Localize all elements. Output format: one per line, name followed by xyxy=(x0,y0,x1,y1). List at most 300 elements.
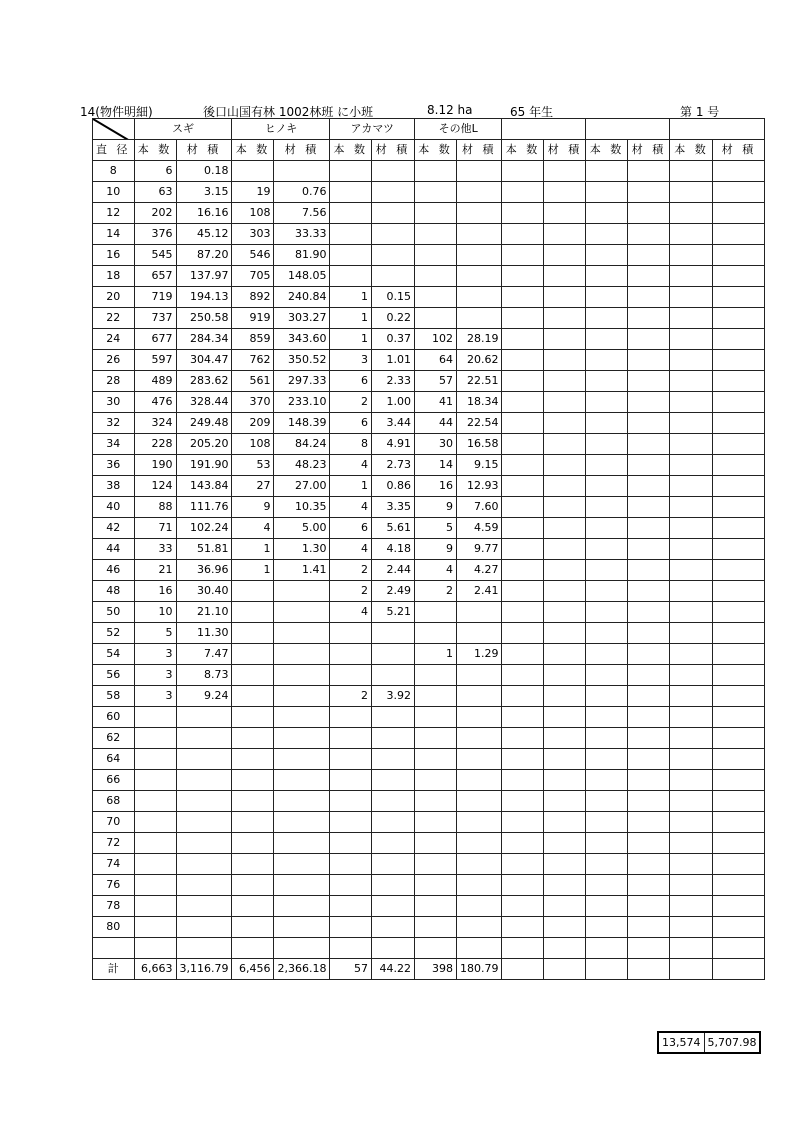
total-cell xyxy=(670,959,713,980)
count-cell xyxy=(232,707,274,728)
volume-cell: 9.15 xyxy=(456,455,502,476)
count-cell xyxy=(670,539,713,560)
volume-cell xyxy=(713,203,765,224)
count-cell: 16 xyxy=(134,581,176,602)
volume-cell xyxy=(713,560,765,581)
diameter-cell: 24 xyxy=(93,329,135,350)
area-label: 8.12 ha xyxy=(427,103,473,117)
volume-cell xyxy=(713,455,765,476)
volume-cell xyxy=(274,833,330,854)
volume-cell xyxy=(544,728,586,749)
total-cell xyxy=(502,959,544,980)
count-cell xyxy=(414,203,456,224)
volume-cell xyxy=(544,413,586,434)
volume-cell: 12.93 xyxy=(456,476,502,497)
count-cell xyxy=(134,938,176,959)
volume-cell xyxy=(713,539,765,560)
table-row xyxy=(93,350,765,371)
count-cell xyxy=(330,266,372,287)
count-cell: 376 xyxy=(134,224,176,245)
volume-cell xyxy=(371,812,414,833)
volume-cell xyxy=(628,917,670,938)
count-cell xyxy=(414,161,456,182)
volume-cell xyxy=(176,896,232,917)
volume-cell xyxy=(456,728,502,749)
volume-cell: 191.90 xyxy=(176,455,232,476)
table-row xyxy=(93,833,765,854)
count-cell xyxy=(670,917,713,938)
volume-cell xyxy=(544,686,586,707)
count-cell xyxy=(414,308,456,329)
count-cell xyxy=(670,791,713,812)
count-cell xyxy=(586,224,628,245)
count-cell: 19 xyxy=(232,182,274,203)
volume-cell xyxy=(274,854,330,875)
table-row xyxy=(93,413,765,434)
volume-cell xyxy=(544,707,586,728)
volume-cell: 7.60 xyxy=(456,497,502,518)
count-cell xyxy=(232,938,274,959)
count-cell xyxy=(502,728,544,749)
volume-cell xyxy=(544,455,586,476)
diameter-cell: 54 xyxy=(93,644,135,665)
volume-cell xyxy=(176,854,232,875)
volume-cell: 350.52 xyxy=(274,350,330,371)
count-cell: 1 xyxy=(330,476,372,497)
diameter-cell: 42 xyxy=(93,518,135,539)
count-cell: 892 xyxy=(232,287,274,308)
count-cell xyxy=(502,203,544,224)
volume-cell xyxy=(456,854,502,875)
count-cell xyxy=(586,854,628,875)
volume-cell xyxy=(544,581,586,602)
count-cell: 2 xyxy=(330,560,372,581)
diameter-cell: 72 xyxy=(93,833,135,854)
count-cell: 71 xyxy=(134,518,176,539)
volume-cell xyxy=(544,434,586,455)
volume-cell xyxy=(713,245,765,266)
count-cell: 190 xyxy=(134,455,176,476)
count-cell xyxy=(502,182,544,203)
count-cell xyxy=(414,686,456,707)
count-cell xyxy=(502,350,544,371)
count-header: 本 数 xyxy=(670,140,713,161)
count-cell: 6 xyxy=(330,413,372,434)
count-cell: 303 xyxy=(232,224,274,245)
volume-cell xyxy=(456,602,502,623)
count-cell xyxy=(232,854,274,875)
count-cell xyxy=(670,623,713,644)
count-cell xyxy=(586,434,628,455)
volume-cell xyxy=(274,581,330,602)
volume-cell xyxy=(713,476,765,497)
count-cell xyxy=(134,812,176,833)
count-cell: 1 xyxy=(330,308,372,329)
count-cell xyxy=(670,938,713,959)
table-row xyxy=(93,770,765,791)
count-cell xyxy=(330,875,372,896)
count-cell xyxy=(586,182,628,203)
count-cell xyxy=(502,518,544,539)
volume-cell xyxy=(544,266,586,287)
count-cell: 14 xyxy=(414,455,456,476)
volume-cell: 0.86 xyxy=(371,476,414,497)
diameter-cell: 34 xyxy=(93,434,135,455)
volume-cell xyxy=(371,917,414,938)
diameter-cell: 22 xyxy=(93,308,135,329)
count-cell xyxy=(414,665,456,686)
volume-cell: 3.92 xyxy=(371,686,414,707)
volume-cell xyxy=(456,161,502,182)
count-cell xyxy=(502,644,544,665)
count-cell xyxy=(134,728,176,749)
total-cell: 6,663 xyxy=(134,959,176,980)
count-cell xyxy=(414,287,456,308)
volume-cell xyxy=(628,308,670,329)
count-cell xyxy=(330,182,372,203)
volume-cell: 2.73 xyxy=(371,455,414,476)
volume-cell xyxy=(544,644,586,665)
volume-cell: 2.44 xyxy=(371,560,414,581)
volume-cell: 51.81 xyxy=(176,539,232,560)
volume-cell: 240.84 xyxy=(274,287,330,308)
volume-cell xyxy=(544,917,586,938)
count-cell: 1 xyxy=(330,329,372,350)
species-header: アカマツ xyxy=(330,119,415,140)
count-cell xyxy=(586,266,628,287)
table-row xyxy=(93,917,765,938)
volume-cell xyxy=(176,728,232,749)
count-cell xyxy=(232,602,274,623)
count-cell xyxy=(502,896,544,917)
diameter-cell: 78 xyxy=(93,896,135,917)
count-cell xyxy=(502,392,544,413)
count-cell xyxy=(586,287,628,308)
volume-cell: 304.47 xyxy=(176,350,232,371)
location-label: 後口山国有林 1002林班 に小班 xyxy=(203,105,374,119)
volume-cell xyxy=(456,686,502,707)
volume-cell xyxy=(544,560,586,581)
count-cell: 6 xyxy=(330,371,372,392)
volume-cell xyxy=(456,875,502,896)
volume-cell: 30.40 xyxy=(176,581,232,602)
count-cell xyxy=(232,770,274,791)
count-cell: 3 xyxy=(330,350,372,371)
count-cell xyxy=(670,287,713,308)
table-row xyxy=(93,896,765,917)
volume-cell xyxy=(713,392,765,413)
volume-cell: 4.18 xyxy=(371,539,414,560)
count-cell xyxy=(414,728,456,749)
diameter-cell: 14 xyxy=(93,224,135,245)
volume-cell xyxy=(628,245,670,266)
volume-cell xyxy=(456,749,502,770)
count-cell: 88 xyxy=(134,497,176,518)
volume-cell xyxy=(371,203,414,224)
diameter-cell: 16 xyxy=(93,245,135,266)
diameter-cell: 76 xyxy=(93,875,135,896)
species-header: スギ xyxy=(134,119,232,140)
count-cell xyxy=(232,161,274,182)
volume-cell xyxy=(544,308,586,329)
count-cell: 209 xyxy=(232,413,274,434)
count-cell xyxy=(670,308,713,329)
volume-cell: 111.76 xyxy=(176,497,232,518)
count-cell: 1 xyxy=(232,560,274,581)
diameter-cell xyxy=(93,938,135,959)
count-cell: 677 xyxy=(134,329,176,350)
volume-cell xyxy=(371,266,414,287)
volume-cell xyxy=(713,413,765,434)
volume-cell xyxy=(176,707,232,728)
count-cell xyxy=(502,161,544,182)
volume-cell xyxy=(371,833,414,854)
count-cell: 4 xyxy=(330,602,372,623)
volume-cell: 249.48 xyxy=(176,413,232,434)
volume-cell: 3.44 xyxy=(371,413,414,434)
volume-cell xyxy=(713,623,765,644)
count-cell: 561 xyxy=(232,371,274,392)
table-row xyxy=(93,560,765,581)
count-cell xyxy=(586,665,628,686)
table-body xyxy=(93,161,765,959)
count-cell: 2 xyxy=(330,686,372,707)
count-cell: 16 xyxy=(414,476,456,497)
count-cell xyxy=(330,854,372,875)
count-cell: 489 xyxy=(134,371,176,392)
count-cell: 3 xyxy=(134,644,176,665)
count-cell xyxy=(586,749,628,770)
volume-cell xyxy=(371,728,414,749)
count-header: 本 数 xyxy=(330,140,372,161)
total-cell: 57 xyxy=(330,959,372,980)
count-cell xyxy=(670,203,713,224)
table-row xyxy=(93,161,765,182)
count-cell xyxy=(670,644,713,665)
diameter-cell: 80 xyxy=(93,917,135,938)
count-cell xyxy=(502,413,544,434)
count-cell xyxy=(330,833,372,854)
count-cell xyxy=(670,602,713,623)
count-cell: 3 xyxy=(134,686,176,707)
volume-cell xyxy=(544,203,586,224)
diameter-cell: 62 xyxy=(93,728,135,749)
volume-cell xyxy=(713,728,765,749)
count-cell xyxy=(502,854,544,875)
count-cell: 53 xyxy=(232,455,274,476)
count-cell xyxy=(670,665,713,686)
count-cell xyxy=(414,791,456,812)
count-cell: 4 xyxy=(330,539,372,560)
volume-cell: 87.20 xyxy=(176,245,232,266)
volume-cell xyxy=(544,602,586,623)
volume-cell xyxy=(544,350,586,371)
count-cell xyxy=(586,413,628,434)
table-row xyxy=(93,875,765,896)
volume-cell: 33.33 xyxy=(274,224,330,245)
volume-cell xyxy=(274,770,330,791)
total-cell: 3,116.79 xyxy=(176,959,232,980)
count-cell xyxy=(670,728,713,749)
count-cell xyxy=(670,518,713,539)
count-cell xyxy=(232,791,274,812)
diameter-cell: 18 xyxy=(93,266,135,287)
volume-cell xyxy=(274,812,330,833)
count-cell xyxy=(232,896,274,917)
diameter-cell: 70 xyxy=(93,812,135,833)
count-cell xyxy=(670,749,713,770)
count-cell xyxy=(414,182,456,203)
volume-header: 材 積 xyxy=(544,140,586,161)
volume-cell xyxy=(628,371,670,392)
volume-cell: 303.27 xyxy=(274,308,330,329)
count-cell xyxy=(670,455,713,476)
count-cell xyxy=(414,875,456,896)
count-cell: 324 xyxy=(134,413,176,434)
volume-cell xyxy=(456,770,502,791)
count-cell: 370 xyxy=(232,392,274,413)
volume-cell xyxy=(628,287,670,308)
diameter-cell: 74 xyxy=(93,854,135,875)
count-cell: 1 xyxy=(414,644,456,665)
count-cell xyxy=(670,224,713,245)
count-cell xyxy=(502,371,544,392)
volume-cell: 9.24 xyxy=(176,686,232,707)
volume-cell: 84.24 xyxy=(274,434,330,455)
diameter-cell: 12 xyxy=(93,203,135,224)
count-cell xyxy=(502,224,544,245)
volume-cell xyxy=(176,875,232,896)
volume-cell xyxy=(456,791,502,812)
volume-cell: 45.12 xyxy=(176,224,232,245)
count-cell xyxy=(586,623,628,644)
diameter-cell: 26 xyxy=(93,350,135,371)
count-cell: 21 xyxy=(134,560,176,581)
volume-cell xyxy=(371,854,414,875)
diameter-header: 直 径 xyxy=(93,140,135,161)
volume-cell xyxy=(713,350,765,371)
volume-cell xyxy=(371,245,414,266)
volume-cell xyxy=(713,497,765,518)
volume-cell: 102.24 xyxy=(176,518,232,539)
count-cell xyxy=(586,728,628,749)
diameter-cell: 20 xyxy=(93,287,135,308)
count-cell xyxy=(586,707,628,728)
volume-cell: 0.76 xyxy=(274,182,330,203)
count-cell xyxy=(414,749,456,770)
count-cell xyxy=(232,812,274,833)
count-cell xyxy=(414,938,456,959)
volume-cell: 0.37 xyxy=(371,329,414,350)
diameter-cell: 44 xyxy=(93,539,135,560)
count-cell xyxy=(330,224,372,245)
table-row xyxy=(93,224,765,245)
volume-cell: 36.96 xyxy=(176,560,232,581)
count-cell xyxy=(502,917,544,938)
age-label: 65 年生 xyxy=(510,105,554,119)
volume-cell: 9.77 xyxy=(456,539,502,560)
count-cell xyxy=(414,224,456,245)
count-cell xyxy=(586,392,628,413)
volume-cell: 20.62 xyxy=(456,350,502,371)
volume-cell xyxy=(371,791,414,812)
volume-cell xyxy=(274,896,330,917)
count-cell xyxy=(134,749,176,770)
species-header: ヒノキ xyxy=(232,119,330,140)
table-row xyxy=(93,749,765,770)
diameter-cell: 32 xyxy=(93,413,135,434)
table-row xyxy=(93,266,765,287)
count-cell xyxy=(670,581,713,602)
count-cell: 4 xyxy=(330,497,372,518)
count-cell xyxy=(330,812,372,833)
volume-cell xyxy=(456,224,502,245)
table-row xyxy=(93,728,765,749)
table-row xyxy=(93,497,765,518)
volume-cell xyxy=(628,644,670,665)
diameter-cell: 28 xyxy=(93,371,135,392)
table-row xyxy=(93,791,765,812)
count-cell xyxy=(502,875,544,896)
volume-cell xyxy=(628,203,670,224)
count-cell: 2 xyxy=(330,392,372,413)
count-cell xyxy=(330,245,372,266)
volume-cell xyxy=(713,434,765,455)
count-cell xyxy=(502,245,544,266)
count-cell xyxy=(414,245,456,266)
total-cell xyxy=(713,959,765,980)
count-cell xyxy=(330,665,372,686)
volume-cell xyxy=(544,161,586,182)
count-cell: 10 xyxy=(134,602,176,623)
volume-cell: 343.60 xyxy=(274,329,330,350)
count-cell: 546 xyxy=(232,245,274,266)
count-cell xyxy=(330,938,372,959)
volume-cell xyxy=(713,854,765,875)
volume-cell xyxy=(713,224,765,245)
volume-cell xyxy=(713,602,765,623)
volume-cell xyxy=(628,266,670,287)
diagonal-corner-cell xyxy=(93,119,135,140)
volume-cell xyxy=(628,182,670,203)
volume-cell xyxy=(544,371,586,392)
volume-cell xyxy=(456,665,502,686)
volume-cell: 283.62 xyxy=(176,371,232,392)
volume-cell xyxy=(544,812,586,833)
species-header-row xyxy=(93,119,765,140)
table-row xyxy=(93,245,765,266)
count-cell xyxy=(134,854,176,875)
volume-cell xyxy=(628,539,670,560)
count-cell xyxy=(586,770,628,791)
volume-cell xyxy=(628,707,670,728)
count-cell: 657 xyxy=(134,266,176,287)
count-cell xyxy=(586,896,628,917)
count-cell xyxy=(134,896,176,917)
volume-cell: 2.49 xyxy=(371,581,414,602)
volume-cell xyxy=(544,623,586,644)
volume-cell xyxy=(456,896,502,917)
volume-cell xyxy=(176,917,232,938)
volume-cell: 148.39 xyxy=(274,413,330,434)
count-cell xyxy=(232,875,274,896)
count-cell xyxy=(586,518,628,539)
species-header xyxy=(586,119,670,140)
count-cell xyxy=(502,938,544,959)
count-cell: 124 xyxy=(134,476,176,497)
count-cell xyxy=(330,728,372,749)
count-cell xyxy=(586,812,628,833)
